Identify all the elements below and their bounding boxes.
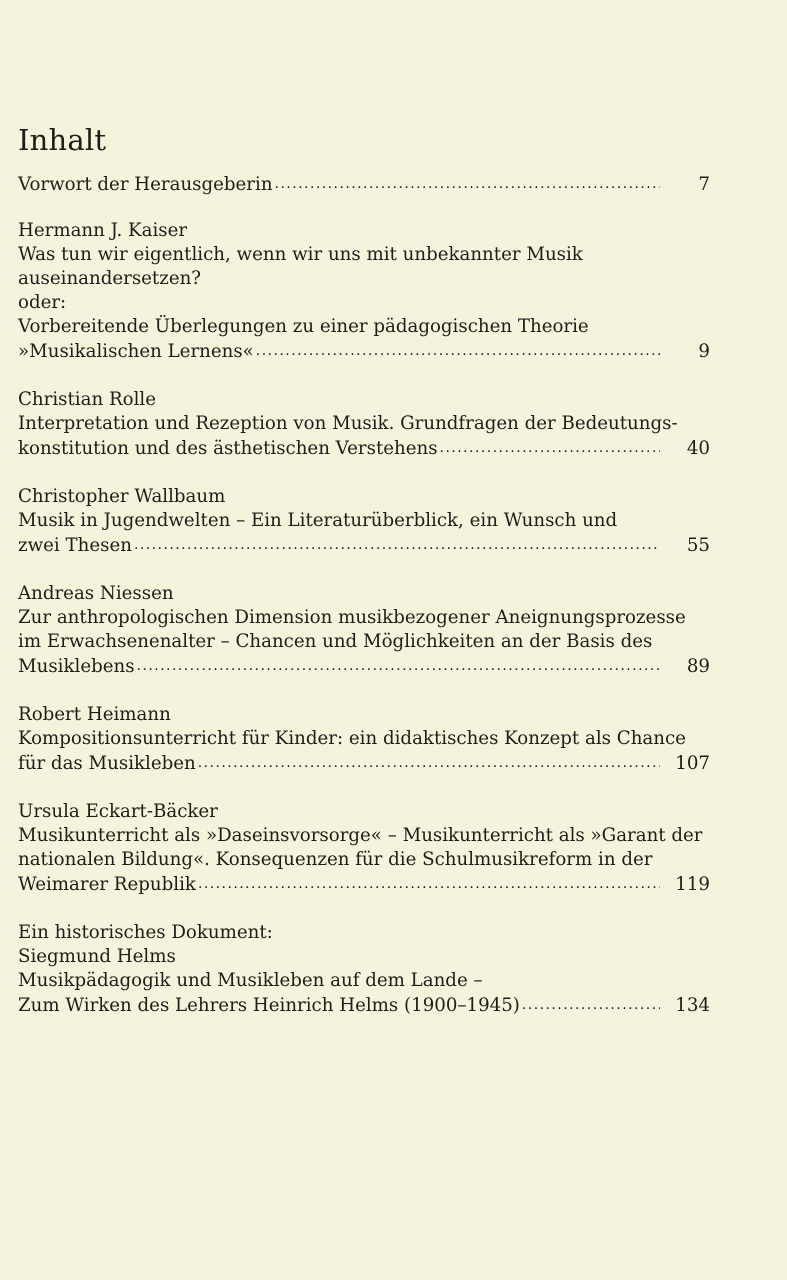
dot-leader — [137, 654, 660, 672]
page-number: 119 — [675, 874, 710, 895]
entry-title-line: nationalen Bildung«. Konsequenzen für die Schulmusikreform in der — [18, 849, 653, 870]
entry-title-line: konstitution und des ästhetischen Verstehens — [18, 438, 438, 459]
toc-entry-rolle — [18, 388, 710, 461]
dot-leader — [256, 339, 660, 357]
page-number: 107 — [675, 753, 710, 774]
toc-entry-eckart-baecker — [18, 800, 710, 897]
entry-title-line: »Musikalischen Lernens« — [18, 341, 254, 362]
entry-title-line: Zur anthropologischen Dimension musikbezogener Aneignungsprozesse — [18, 607, 686, 628]
toc-entry-niessen — [18, 582, 710, 679]
page-number: 7 — [698, 174, 710, 195]
entry-title-line: Weimarer Republik — [18, 874, 196, 895]
entry-title-line: Musikpädagogik und Musikleben auf dem Lande – — [18, 970, 483, 991]
page-number: 9 — [698, 341, 710, 362]
entry-section-label: Ein historisches Dokument: — [18, 922, 273, 943]
dot-leader — [134, 533, 660, 551]
entry-title-line: im Erwachsenenalter – Chancen und Möglichkeiten an der Basis des — [18, 631, 653, 652]
dot-leader — [522, 993, 660, 1011]
dot-leader — [440, 436, 660, 454]
toc-entry-helms — [18, 921, 710, 1018]
entry-title-line: Was tun wir eigentlich, wenn wir uns mit unbekannter Musik — [18, 244, 583, 265]
entry-author: Andreas Niessen — [18, 583, 174, 604]
entry-title-line: Musikunterricht als »Daseinsvorsorge« – Musikunterricht als »Garant der — [18, 825, 703, 846]
page-number: 89 — [686, 656, 710, 677]
entry-title-line: Vorbereitende Überlegungen zu einer pädagogischen Theorie — [18, 316, 589, 337]
entry-title-line: Musik in Jugendwelten – Ein Literaturüberblick, ein Wunsch und — [18, 510, 618, 531]
entry-author: Siegmund Helms — [18, 946, 176, 967]
entry-title-line: Kompositionsunterricht für Kinder: ein didaktisches Konzept als Chance — [18, 728, 686, 749]
toc-entry-wallbaum — [18, 485, 710, 558]
entry-author: Hermann J. Kaiser — [18, 220, 188, 241]
entry-title-line: Musiklebens — [18, 656, 135, 677]
toc-entry-vorwort — [18, 172, 710, 197]
entry-title-line: zwei Thesen — [18, 535, 132, 556]
table-of-contents — [18, 172, 710, 1042]
page-title: Inhalt — [18, 123, 107, 158]
entry-title-line: auseinandersetzen? — [18, 268, 202, 289]
dot-leader — [198, 872, 660, 890]
entry-author: Robert Heimann — [18, 704, 171, 725]
entry-title-line: für das Musikleben — [18, 753, 196, 774]
page-number: 55 — [686, 535, 710, 556]
entry-title-line: Interpretation und Rezeption von Musik. Grundfragen der Bedeutungs- — [18, 413, 678, 434]
page-number: 40 — [686, 438, 710, 459]
entry-title-line: Zum Wirken des Lehrers Heinrich Helms (1900–1945) — [18, 995, 520, 1016]
dot-leader — [198, 751, 660, 769]
entry-title-line: oder: — [18, 292, 67, 313]
entry-title-line: Vorwort der Herausgeberin — [18, 174, 273, 195]
page-number: 134 — [675, 995, 710, 1016]
toc-entry-kaiser — [18, 219, 710, 364]
toc-entry-heimann — [18, 703, 710, 776]
dot-leader — [275, 172, 660, 190]
entry-author: Christian Rolle — [18, 389, 156, 410]
entry-author: Ursula Eckart-Bäcker — [18, 801, 218, 822]
entry-author: Christopher Wallbaum — [18, 486, 226, 507]
